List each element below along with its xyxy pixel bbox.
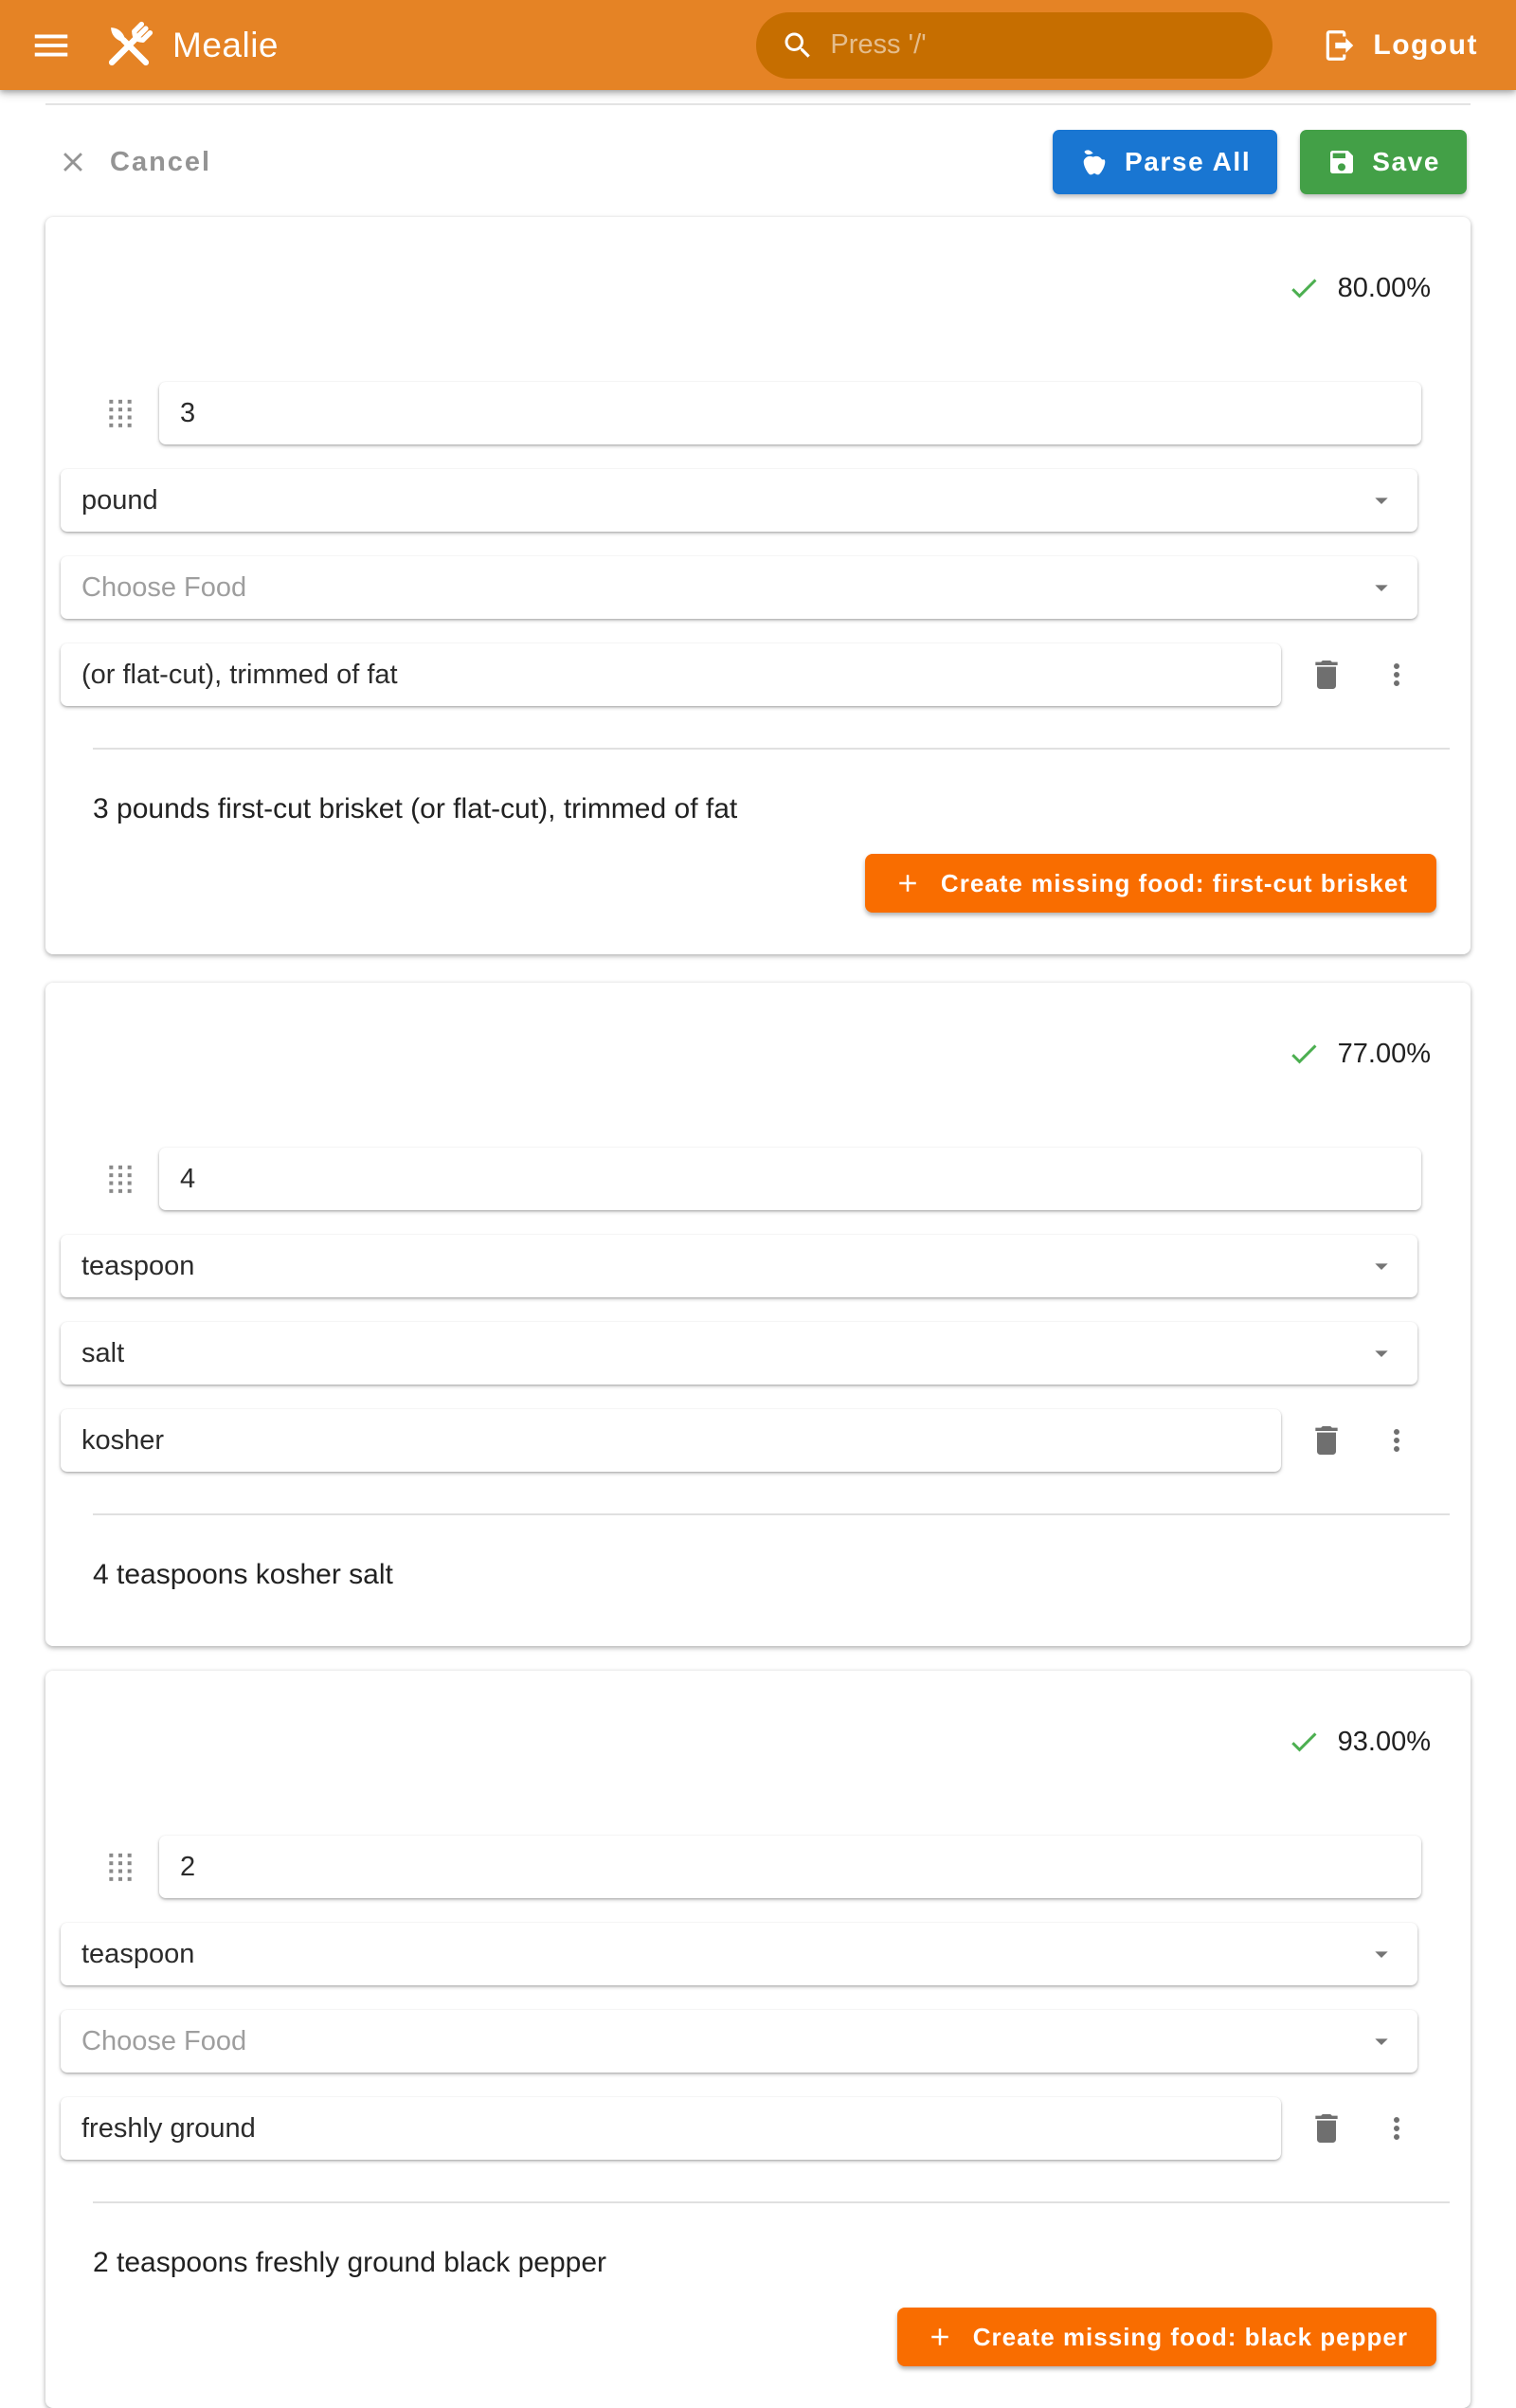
delete-button[interactable] <box>1302 2104 1351 2153</box>
unit-value: teaspoon <box>81 1250 195 1281</box>
more-options-button[interactable] <box>1372 2104 1421 2153</box>
trash-icon <box>1308 1421 1345 1459</box>
delete-button[interactable] <box>1302 650 1351 699</box>
hamburger-menu-button[interactable] <box>25 19 78 72</box>
check-icon <box>1287 271 1321 305</box>
chevron-down-icon <box>1366 1338 1397 1368</box>
create-missing-food-label: Create missing food: first-cut brisket <box>940 868 1408 897</box>
quantity-row <box>99 382 1421 444</box>
plus-icon <box>893 869 922 897</box>
food-placeholder: Choose Food <box>81 2025 247 2056</box>
chevron-down-icon <box>1366 1939 1397 1969</box>
note-input[interactable] <box>81 1425 1260 1457</box>
food-select[interactable] <box>61 2010 1417 2073</box>
kebab-menu-icon <box>1380 658 1414 692</box>
original-ingredient-text: 4 teaspoons kosher salt <box>93 1559 393 1590</box>
note-input[interactable] <box>81 2113 1260 2145</box>
apple-icon <box>1079 147 1110 177</box>
parse-all-label: Parse All <box>1124 147 1252 176</box>
quantity-row <box>99 1148 1421 1210</box>
note-row <box>61 2097 1421 2160</box>
quantity-field <box>159 1836 1421 1898</box>
check-icon <box>1287 1725 1321 1759</box>
note-field <box>61 1409 1281 1472</box>
card-divider <box>93 1513 1450 1515</box>
quantity-field <box>159 382 1421 444</box>
logout-button[interactable] <box>1312 14 1488 77</box>
confidence-value: 93.00% <box>1337 1726 1431 1757</box>
trash-icon <box>1308 656 1345 694</box>
chevron-down-icon <box>1366 485 1397 516</box>
card-divider <box>93 2201 1450 2203</box>
food-select[interactable] <box>61 556 1417 619</box>
quantity-input[interactable] <box>180 398 1400 429</box>
check-icon <box>1287 1037 1321 1071</box>
plus-icon <box>926 2323 954 2351</box>
unit-value: pound <box>81 484 158 516</box>
note-row <box>61 1409 1421 1472</box>
unit-select[interactable] <box>61 1235 1417 1297</box>
create-missing-row <box>61 2308 1436 2366</box>
logout-icon <box>1322 27 1358 63</box>
header-divider <box>45 103 1471 105</box>
food-select[interactable] <box>61 1322 1417 1385</box>
quantity-input[interactable] <box>180 1852 1400 1883</box>
confidence-row <box>61 270 1431 306</box>
note-field <box>61 643 1281 706</box>
confidence-row <box>61 1036 1431 1072</box>
search-placeholder: Press '/' <box>830 29 927 60</box>
parser-toolbar <box>49 130 1467 194</box>
note-field <box>61 2097 1281 2160</box>
note-row <box>61 643 1421 706</box>
more-options-button[interactable] <box>1372 1416 1421 1465</box>
unit-select[interactable] <box>61 469 1417 532</box>
hamburger-icon <box>29 24 73 67</box>
original-ingredient-text: 3 pounds first-cut brisket (or flat-cut), trimmed of fat <box>93 793 738 824</box>
unit-select[interactable] <box>61 1923 1417 1985</box>
app-bar <box>0 0 1516 90</box>
ingredient-card <box>45 983 1471 1646</box>
app-title: Mealie <box>172 25 279 64</box>
trash-icon <box>1308 2109 1345 2147</box>
close-icon <box>57 146 89 178</box>
confidence-value: 77.00% <box>1337 1038 1431 1069</box>
quantity-row <box>99 1836 1421 1898</box>
save-icon <box>1326 147 1357 177</box>
create-missing-food-label: Create missing food: black pepper <box>972 2322 1408 2351</box>
card-divider <box>93 748 1450 750</box>
more-options-button[interactable] <box>1372 650 1421 699</box>
mealie-logo-icon <box>99 15 159 76</box>
kebab-menu-icon <box>1380 2111 1414 2145</box>
ingredient-card <box>45 217 1471 954</box>
confidence-value: 80.00% <box>1337 272 1431 303</box>
cancel-label: Cancel <box>110 146 212 177</box>
kebab-menu-icon <box>1380 1423 1414 1457</box>
original-ingredient-text: 2 teaspoons freshly ground black pepper <box>93 2247 607 2278</box>
confidence-row <box>61 1724 1431 1760</box>
ingredient-card <box>45 1671 1471 2408</box>
drag-handle-icon[interactable] <box>99 1157 142 1201</box>
drag-handle-icon[interactable] <box>99 1845 142 1889</box>
delete-button[interactable] <box>1302 1416 1351 1465</box>
save-label: Save <box>1372 147 1440 176</box>
food-placeholder: Choose Food <box>81 571 247 603</box>
chevron-down-icon <box>1366 1251 1397 1281</box>
chevron-down-icon <box>1366 572 1397 603</box>
food-value: salt <box>81 1337 125 1368</box>
quantity-input[interactable] <box>180 1164 1400 1195</box>
cancel-button[interactable] <box>49 135 226 190</box>
logout-label: Logout <box>1373 28 1478 61</box>
create-missing-row <box>61 854 1436 913</box>
search-icon <box>781 28 815 63</box>
chevron-down-icon <box>1366 2026 1397 2056</box>
drag-handle-icon[interactable] <box>99 391 142 435</box>
quantity-field <box>159 1148 1421 1210</box>
search-input[interactable] <box>756 12 1272 79</box>
create-missing-food-button[interactable] <box>897 2308 1436 2366</box>
parse-all-button[interactable] <box>1053 130 1277 194</box>
save-button[interactable] <box>1300 130 1467 194</box>
note-input[interactable] <box>81 660 1260 691</box>
create-missing-food-button[interactable] <box>865 854 1436 913</box>
unit-value: teaspoon <box>81 1938 195 1969</box>
